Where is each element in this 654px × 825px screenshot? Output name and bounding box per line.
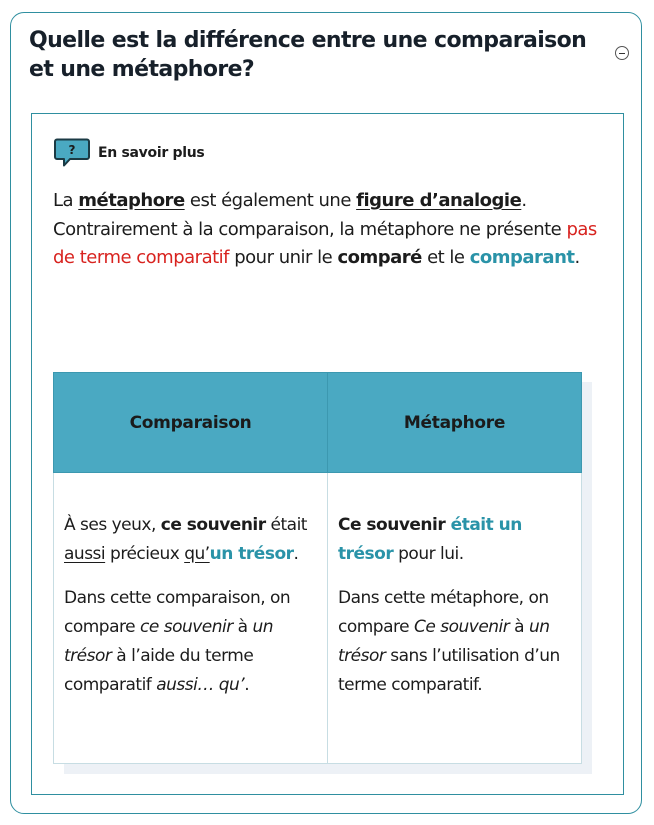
term-comparant: comparant — [469, 247, 575, 268]
intro-paragraph: La métaphore est également une figure d’analogie. Contrairement à la comparaison, la métaphore ne présente pas de terme comparatif pour unir le comparé et le comparant. — [53, 190, 597, 268]
comparison-table — [53, 372, 582, 764]
cell-metaphore — [328, 473, 582, 764]
highlight-pas-de-terme: pas de terme comparatif — [53, 218, 597, 268]
term-compare: comparé — [337, 247, 422, 268]
speech-bubble-question-icon — [54, 138, 90, 168]
header-comparaison: Comparaison — [54, 373, 328, 473]
term-metaphore: métaphore — [78, 190, 185, 211]
accordion-title[interactable]: Quelle est la différence entre une comparaison et une métaphore? — [29, 28, 587, 82]
header-metaphore: Métaphore — [328, 373, 582, 473]
info-panel — [31, 113, 624, 795]
term-figure-analogie: figure d’analogie — [356, 190, 522, 211]
cell-comparaison — [54, 473, 328, 764]
comparaison-explanation: Dans cette comparaison, on compare ce souvenir à un trésor à l’aide du terme comparatif aussi… qu’. — [64, 588, 291, 695]
info-icon-glyph: ? — [68, 143, 76, 157]
comparaison-example: À ses yeux, ce souvenir était aussi précieux qu’un trésor. — [64, 515, 307, 564]
metaphore-explanation: Dans cette métaphore, on compare Ce souvenir à un trésor sans l’utilisation d’un terme comparatif. — [338, 588, 560, 695]
metaphore-example: Ce souvenir était un trésor pour lui. — [338, 515, 522, 564]
accordion-card — [10, 12, 642, 814]
info-label: En savoir plus — [98, 145, 205, 161]
minus-circle-icon[interactable] — [615, 46, 629, 60]
